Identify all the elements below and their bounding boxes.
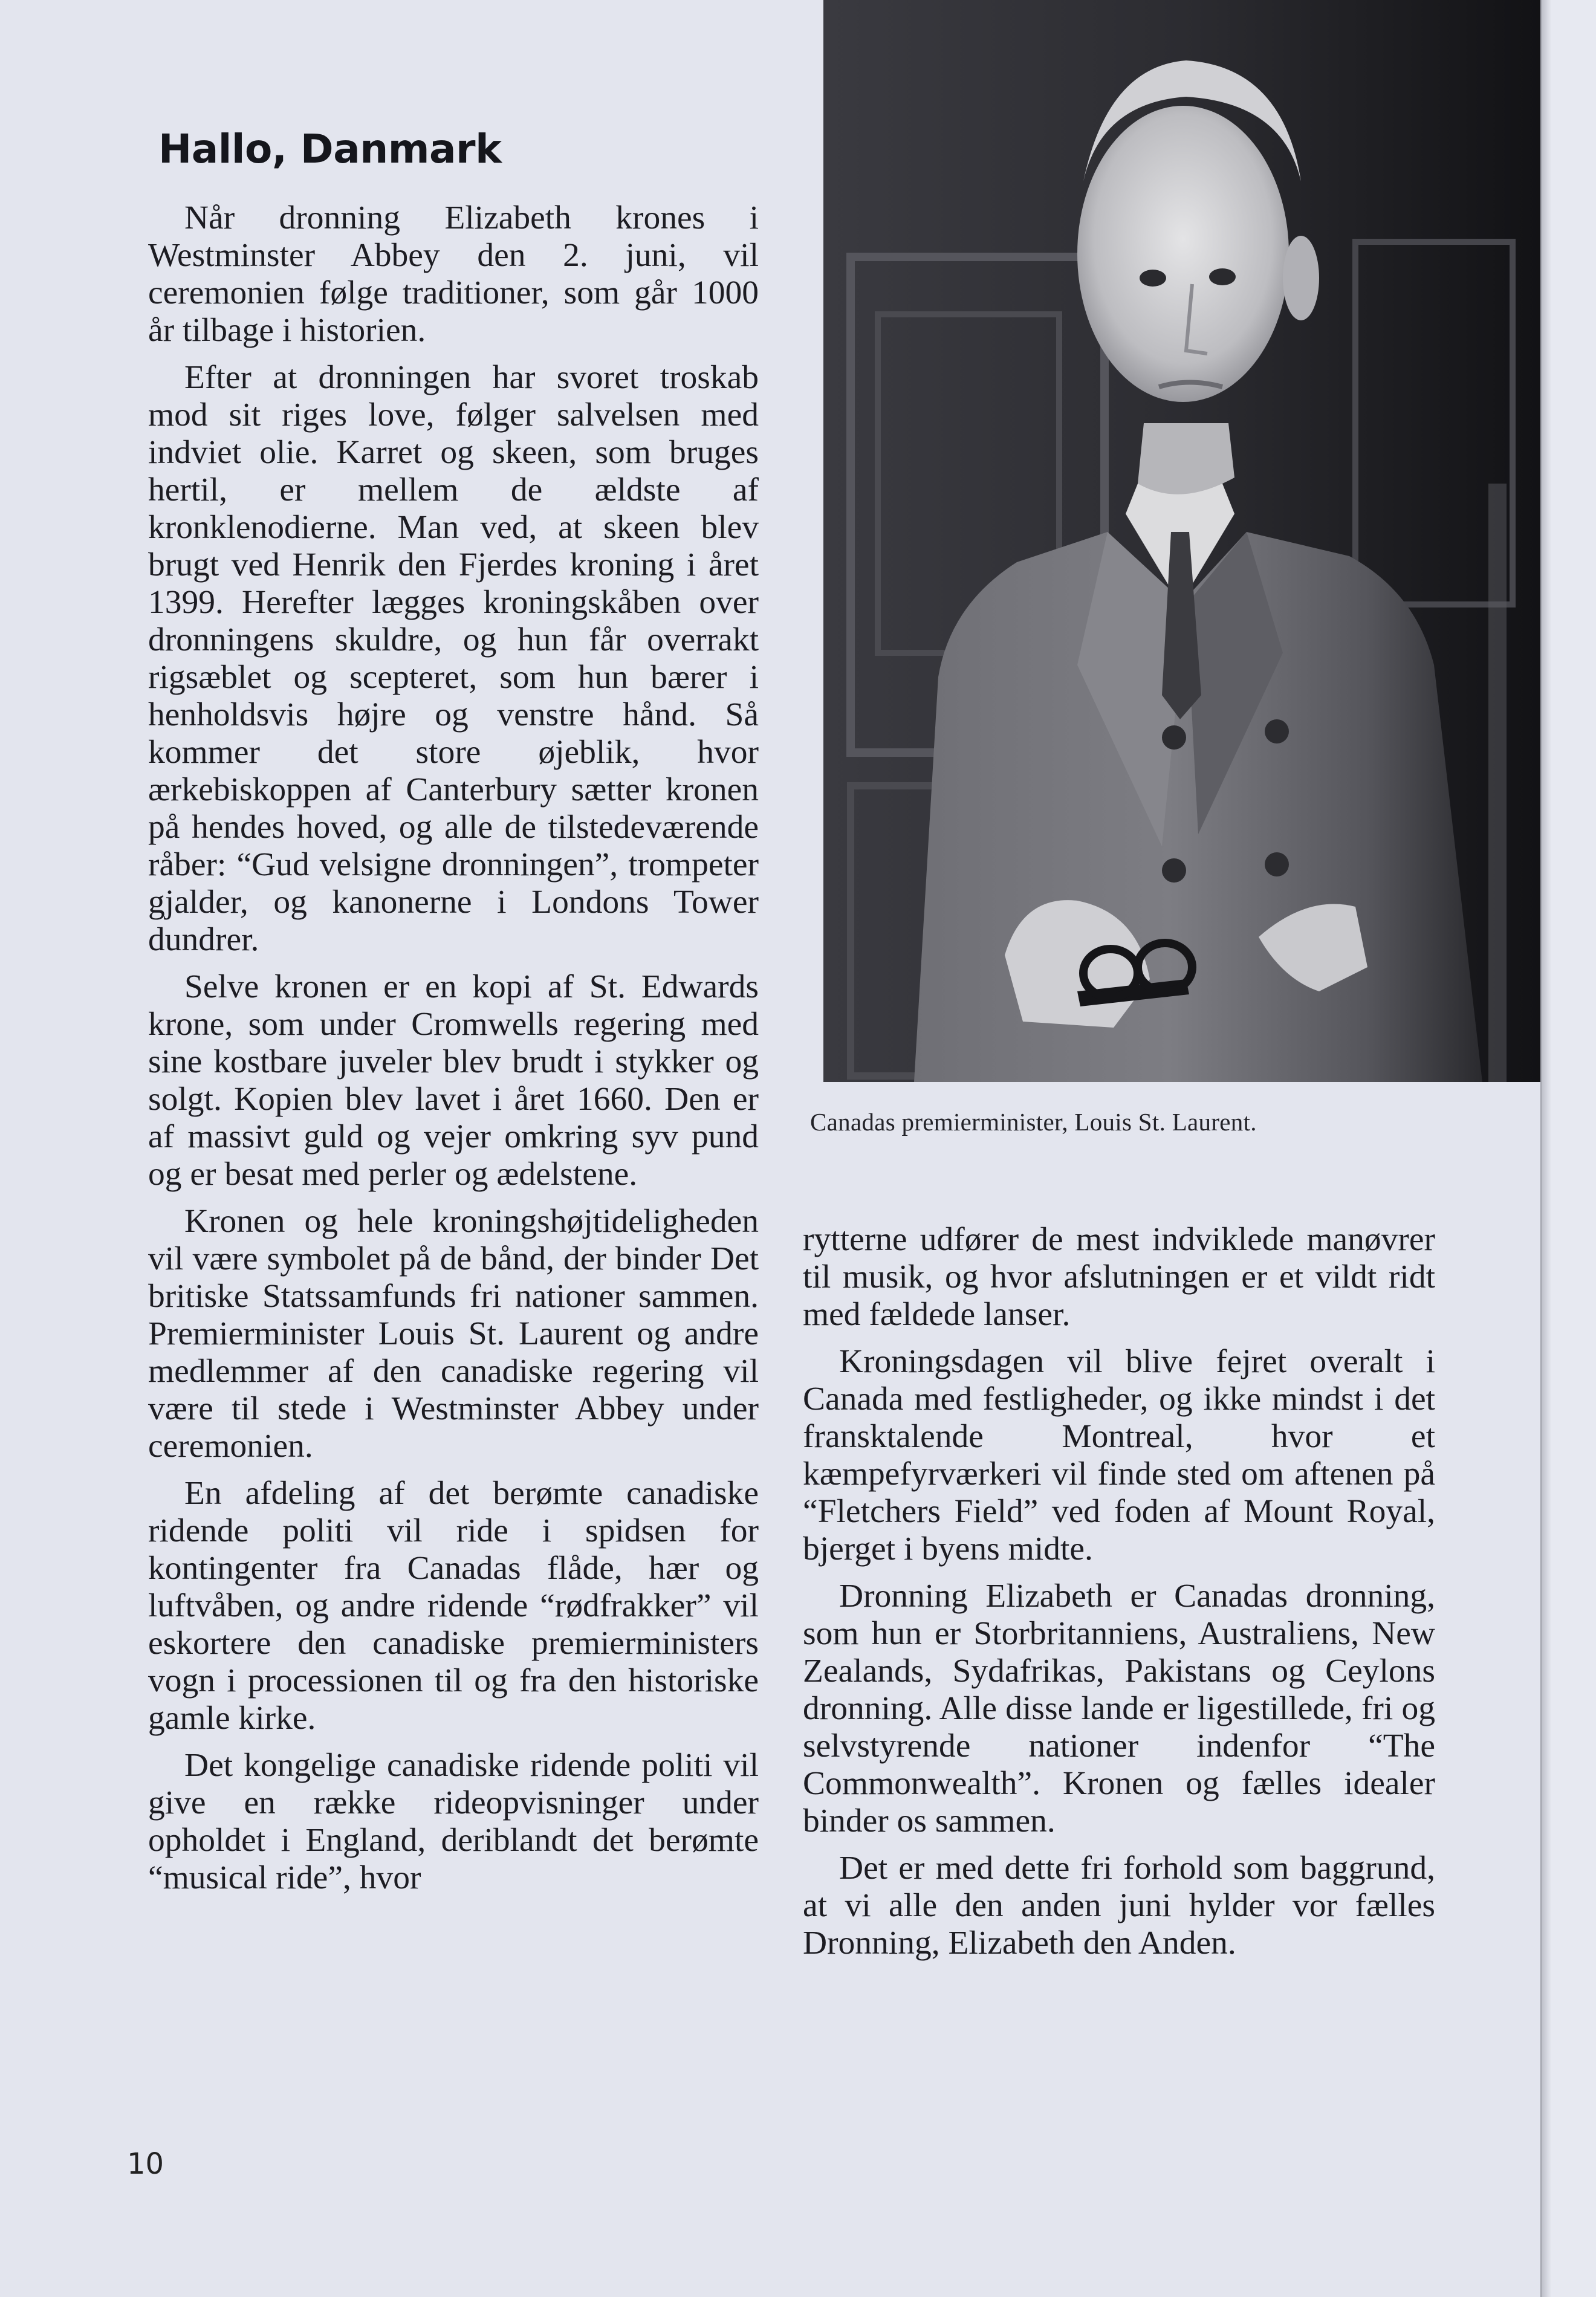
paragraph: Det kongelige canadiske ridende politi vil give en række rideopvisninger under opholdet i England, deriblandt det berømte “musical ride”, hvor [148, 1747, 759, 1896]
article-column-1 [148, 199, 759, 1907]
paragraph: rytterne udfører de mest indviklede manøvrer til musik, og hvor afslutningen er et vildt ridt med fældede lanser. [803, 1221, 1435, 1333]
paragraph: Dronning Elizabeth er Canadas dronning, som hun er Storbritanniens, Australiens, New Zealands, Sydafrikas, Pakistans og Ceylons dronning. Alle disse lande er ligestillede, fri og selvstyrende nationer indenfor “The Commonwealth”. Kronen og fælles idealer binder os sammen. [803, 1578, 1435, 1839]
paragraph: Kronen og hele kroningshøjtideligheden vil være symbolet på de bånd, der binder Det britiske Statssamfunds fri nationer sammen. Premierminister Louis St. Laurent og andre medlemmer af den canadiske regering vil være til stede i Westminster Abbey under ceremonien. [148, 1203, 759, 1465]
page-number: 10 [127, 2147, 164, 2181]
page-fold [1540, 0, 1551, 2297]
paragraph: Kroningsdagen vil blive fejret overalt i Canada med festligheder, og ikke mindst i det fransktalende Montreal, hvor et kæmpefyrværkeri vil finde sted om aftenen på “Fletchers Field” ved foden af Mount Royal, bjerget i byens midte. [803, 1343, 1435, 1567]
portrait-illustration [823, 0, 1540, 1082]
paragraph: En afdeling af det berømte canadiske ridende politi vil ride i spidsen for kontingenter fra Canadas flåde, hær og luftvåben, og andre ridende “rødfrakker” vil eskortere den canadiske premierministers vogn i processionen til og fra den historiske gamle kirke. [148, 1475, 759, 1737]
photo-caption: Canadas premierminister, Louis St. Laurent. [810, 1108, 1257, 1136]
paragraph: Når dronning Elizabeth krones i Westminster Abbey den 2. juni, vil ceremonien følge traditioner, som går 1000 år tilbage i historien. [148, 199, 759, 349]
paragraph: Efter at dronningen har svoret troskab mod sit riges love, følger salvelsen med indviet olie. Karret og skeen, som bruges hertil, er mellem de ældste af kronklenodierne. Man ved, at skeen blev brugt ved Henrik den Fjerdes kroning i året 1399. Herefter lægges kroningskåben over dronningens skuldre, og hun får overrakt rigsæblet og scepteret, som hun bærer i henholdsvis højre og venstre hånd. Så kommer det store øjeblik, hvor ærkebiskoppen af Canterbury sætter kronen på hendes hoved, og alle de tilstedeværende råber: “Gud velsigne dronningen”, trompeter gjalder, og kanonerne i Londons Tower dundrer. [148, 359, 759, 958]
page-edge-line [1540, 0, 1542, 2297]
article-title: Hallo, Danmark [158, 126, 502, 172]
adjacent-page-edge [1551, 0, 1596, 2297]
portrait-photo [823, 0, 1540, 1082]
article-column-2 [803, 1221, 1435, 1972]
paragraph: Det er med dette fri forhold som baggrund, at vi alle den anden juni hylder vor fælles Dronning, Elizabeth den Anden. [803, 1850, 1435, 1962]
paragraph: Selve kronen er en kopi af St. Edwards krone, som under Cromwells regering med sine kostbare juveler blev brudt i stykker og solgt. Kopien blev lavet i året 1660. Den er af massivt guld og vejer omkring syv pund og er besat med perler og ædelstene. [148, 968, 759, 1193]
